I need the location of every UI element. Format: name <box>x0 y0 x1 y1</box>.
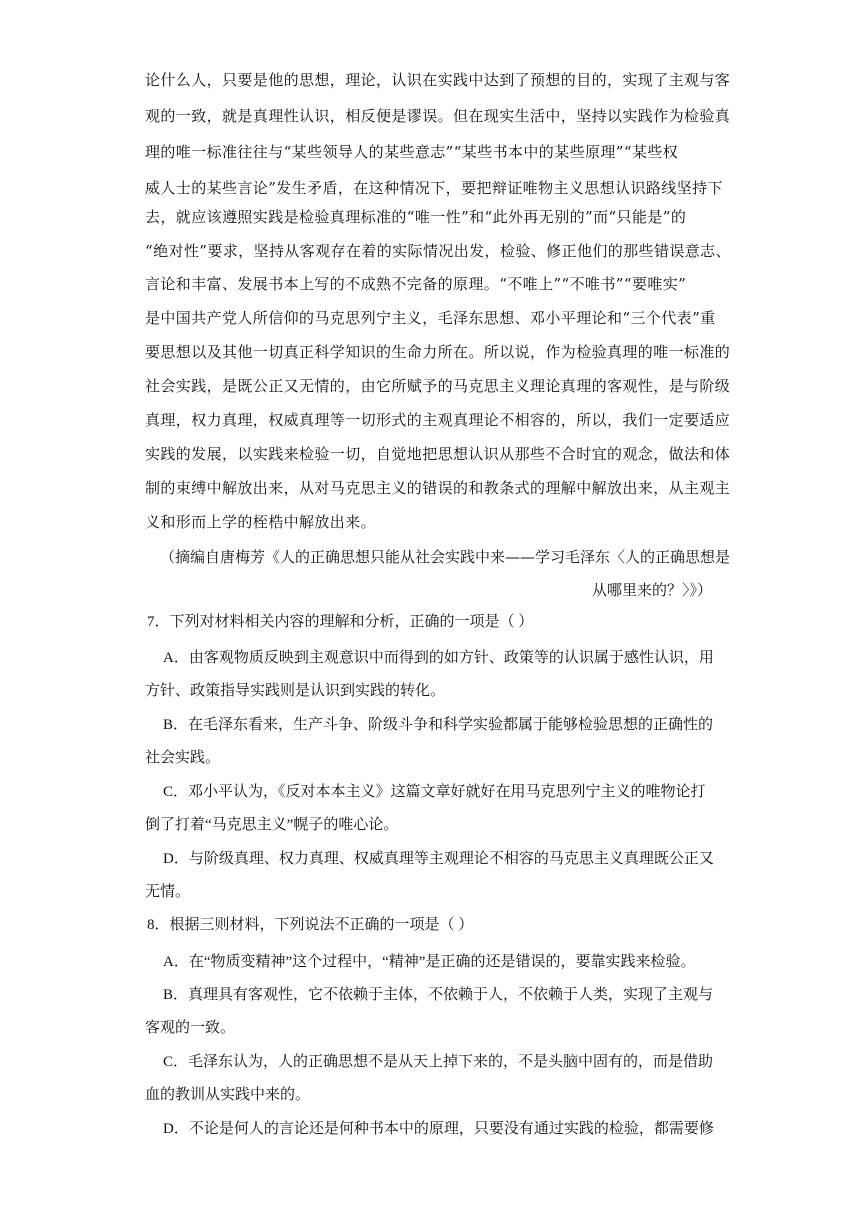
option-b-continued: 社会实践。 <box>145 750 221 766</box>
passage-line: 制的束缚中解放出来，从对马克思主义的错误的和教条式的理解中解放出来，从主观主 <box>145 479 731 497</box>
option-d: D．与阶级真理、权力真理、权威真理等主观理论不相容的马克思主义真理既公正又 <box>163 851 714 867</box>
option-d-continued: 无情。 <box>145 884 191 900</box>
citation-continued: 从哪里来的？〉》） <box>591 581 712 599</box>
option-c: C．邓小平认为，《反对本本主义》这篇文章好就好在用马克思列宁主义的唯物论打 <box>163 784 706 800</box>
option-d: D．不论是何人的言论还是何种书本中的原理，只要没有通过实践的检验，都需要修 <box>163 1121 714 1137</box>
passage-line: 论什么人，只要是他的思想，理论，认识在实践中达到了预想的目的，实现了主观与客 <box>145 71 731 89</box>
option-c-continued: 倒了打着“马克思主义”幌子的唯心论。 <box>145 817 399 833</box>
passage-line: 真理，权力真理，权威真理等一切形式的主观真理论不相容的，所以，我们一定要适应 <box>145 411 731 429</box>
citation: （摘编自唐梅芳《人的正确思想只能从社会实践中来——学习毛泽东〈人的正确思想是 <box>160 548 731 566</box>
passage-line: 威人士的某些言论”发生矛盾，在这种情况下，要把辩证唯物主义思想认识路线坚持下 <box>145 179 723 197</box>
passage-line: 理的唯一标准往往与“某些领导人的某些意志”“某些书本中的某些原理”“某些权 <box>145 143 679 161</box>
option-c-continued: 血的教训从实践中来的。 <box>145 1087 311 1103</box>
option-a: A．在“物质变精神”这个过程中，“精神”是正确的还是错误的，要靠实践来检验。 <box>163 954 696 970</box>
passage-line: 言论和丰富、发展书本上写的不成熟不完备的原理。“不唯上”“不唯书”“要唯实” <box>145 275 687 293</box>
passage-line: “绝对性”要求，坚持从客观存在着的实际情况出发，检验、修正他们的那些错误意志、 <box>145 242 731 260</box>
option-b-continued: 客观的一致。 <box>145 1020 236 1036</box>
option-a: A．由客观物质反映到主观意识中而得到的如方针、政策等的认识属于感性认识，用 <box>163 650 714 666</box>
passage-line: 去，就应该遵照实践是检验真理标准的“唯一性”和“此外再无别的”而“只能是”的 <box>145 208 687 226</box>
passage-line: 观的一致，就是真理性认识，相反便是谬误。但在现实生活中，坚持以实践作为检验真 <box>145 107 731 125</box>
option-a-continued: 方针、政策指导实践则是认识到实践的转化。 <box>145 683 446 699</box>
passage-line: 义和形而上学的桎梏中解放出来。 <box>145 513 377 531</box>
option-b: B．真理具有客观性，它不依赖于主体，不依赖于人，不依赖于人类，实现了主观与 <box>163 987 714 1003</box>
question-stem: 7．下列对材料相关内容的理解和分析，正确的一项是（ ） <box>147 614 534 630</box>
passage-line: 社会实践，是既公正又无情的，由它所赋予的马克思主义理论真理的客观性，是与阶级 <box>145 377 731 395</box>
question-stem: 8．根据三则材料，下列说法不正确的一项是（ ） <box>147 917 474 933</box>
passage-line: 要思想以及其他一切真正科学知识的生命力所在。所以说，作为检验真理的唯一标准的 <box>145 343 731 361</box>
option-c: C．毛泽东认为，人的正确思想不是从天上掉下来的，不是头脑中固有的，而是借助 <box>163 1054 714 1070</box>
passage-line: 实践的发展，以实践来检验一切，自觉地把思想认识从那些不合时宜的观念，做法和体 <box>145 445 731 463</box>
passage-line: 是中国共产党人所信仰的马克思列宁主义，毛泽东思想、邓小平理论和“三个代表”重 <box>145 309 716 327</box>
option-b: B．在毛泽东看来，生产斗争、阶级斗争和科学实验都属于能够检验思想的正确性的 <box>163 717 714 733</box>
